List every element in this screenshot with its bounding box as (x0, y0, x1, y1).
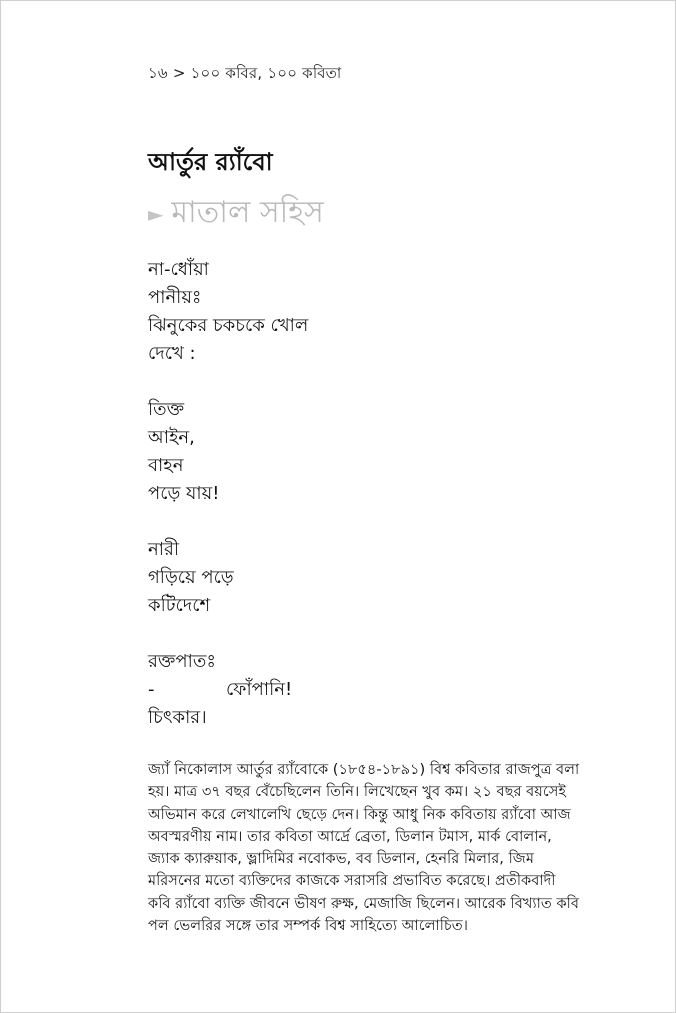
poem-line: আইন, (148, 427, 195, 448)
poet-bio (148, 759, 600, 937)
poem-line: গড়িয়ে পড়ে (148, 567, 234, 588)
triangle-arrow-icon: ► (148, 201, 164, 226)
stanza-2 (148, 396, 588, 508)
stanza-3 (148, 536, 588, 620)
dash-mark: - (148, 679, 155, 700)
poem-line: তিক্ত (148, 399, 185, 420)
bio-line: জ্যাক ক্যারুয়াক, ভ্লাদিমির নবোকভ, বব ডিলান, হেনরি মিলার, জিম (148, 850, 534, 868)
poem-line: রক্তপাতঃ (148, 651, 216, 672)
bio-line: মরিসনের মতো ব্যক্তিদের কাজকে সরাসরি প্রভাবিত করেছে। প্রতীকবাদী (148, 872, 556, 890)
bio-line: অভিমান করে লেখালেখি ছেড়ে দেন। কিন্তু আধু নিক কবিতায় র‍্যাঁবো আজ (148, 805, 571, 823)
running-head: ১৬ > ১০০ কবির, ১০০ কবিতা (148, 64, 342, 82)
bio-line: কবি র‍্যাঁবো ব্যক্তি জীবনে ভীষণ রুক্ষ, মেজাজি ছিলেন। আরেক বিখ্যাত কবি (148, 894, 579, 912)
bio-line: পল ভেলরির সঙ্গে তার সম্পর্ক বিশ্ব সাহিত্যে আলোচিত। (148, 917, 468, 935)
poem-line-dashed (148, 676, 588, 704)
bio-line: হয়। মাত্র ৩৭ বছর বেঁচেছিলেন তিনি। লিখেছেন খুব কম। ২১ বছর বয়সেই (148, 783, 566, 801)
poem-title-row (148, 188, 324, 239)
bio-line: অবস্মরণীয় নাম। তার কবিতা আর্দ্রে ব্রেতা, ডিলান টমাস, মার্ক বোলান, (148, 827, 552, 845)
bio-line: জ্যাঁ নিকোলাস আর্তুর র‍্যাঁবোকে (১৮৫৪-১৮৯১) বিশ্ব কবিতার রাজপুত্র বলা (148, 761, 580, 778)
poem-body (148, 256, 588, 760)
poem-line: পড়ে যায়! (148, 483, 220, 504)
stanza-4 (148, 648, 588, 732)
poem-line: ঝিনুকের চকচকে খোল (148, 315, 309, 336)
poem-line: চিৎকার। (148, 707, 207, 728)
poem-line: না-ধোঁয়া (148, 259, 209, 280)
poem-line: বাহন (148, 455, 184, 476)
dash-line-text: ফোঁপানি! (226, 679, 293, 700)
stanza-1 (148, 256, 588, 368)
poet-name: আর্তুর র‍্যাঁবো (148, 148, 273, 176)
poem-line: পানীয়ঃ (148, 287, 202, 308)
poem-line: কটিদেশে (148, 595, 211, 616)
poem-line: নারী (148, 539, 180, 560)
poem-title: মাতাল সহিস (171, 195, 324, 230)
poem-line: দেখে : (148, 343, 196, 364)
